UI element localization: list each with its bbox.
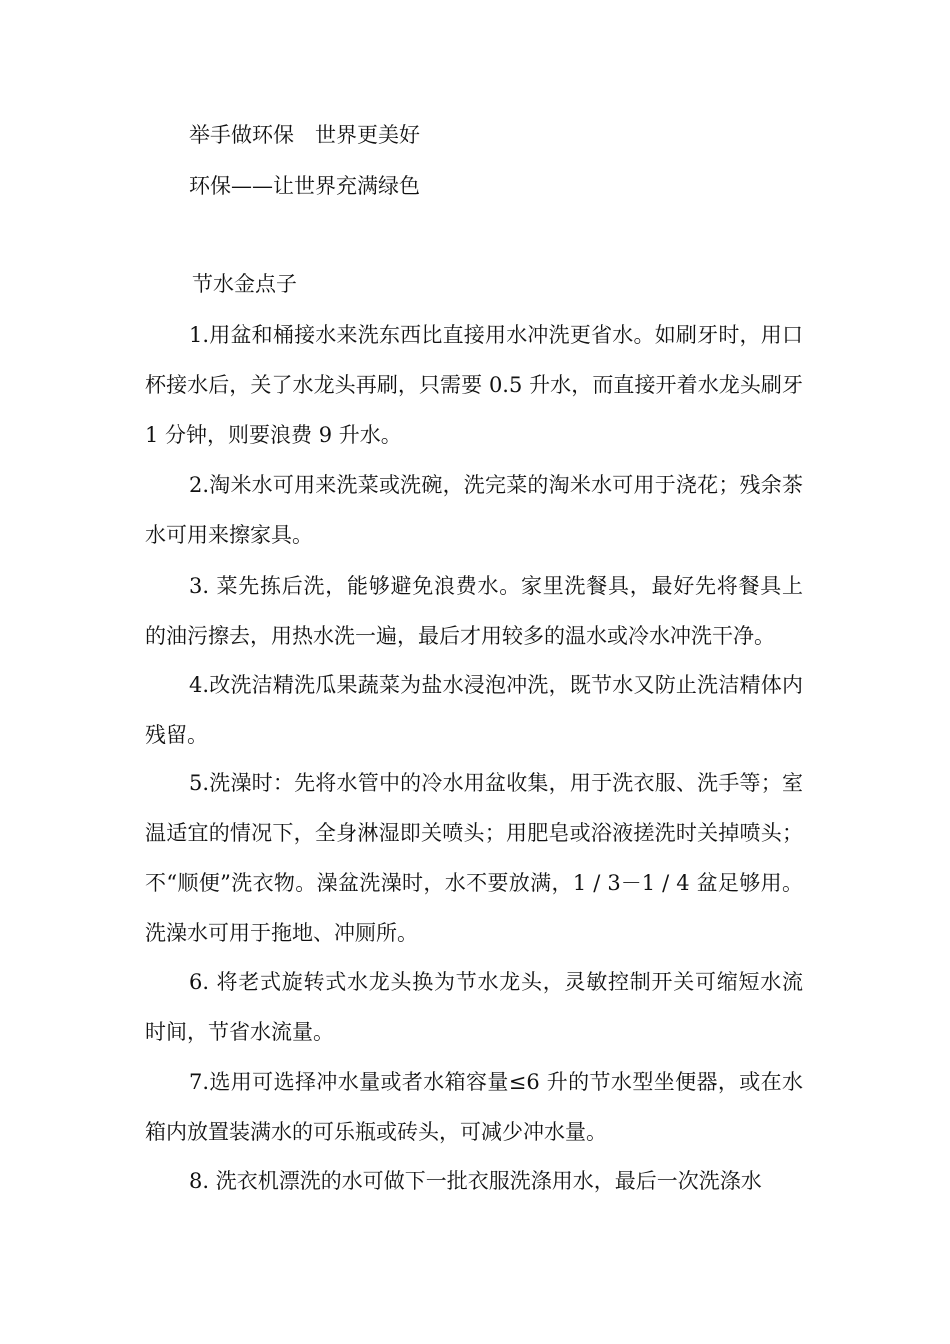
tip-paragraph-3: 3. 菜先拣后洗，能够避免浪费水。家里洗餐具，最好先将餐具上的油污擦去，用热水洗一遍，最后才用较多的温水或冷水冲洗干净。 xyxy=(145,574,803,648)
tip-paragraph-1: 1.用盆和桶接水来洗东西比直接用水冲洗更省水。如刷牙时，用口杯接水后，关了水龙头再刷，只需要 0.5 升水，而直接开着水龙头刷牙 1 分钟，则要浪费 9 升水。 xyxy=(145,323,803,447)
tip-paragraph-7: 7.选用可选择冲水量或者水箱容量≤6 升的节水型坐便器，或在水箱内放置装满水的可乐瓶或砖头，可减少冲水量。 xyxy=(145,1070,803,1144)
tip-paragraph-6: 6. 将老式旋转式水龙头换为节水龙头，灵敏控制开关可缩短水流时间，节省水流量。 xyxy=(145,970,803,1044)
slogan-line-2: 环保——让世界充满绿色 xyxy=(189,174,420,198)
tip-paragraph-8: 8. 洗衣机漂洗的水可做下一批衣服洗涤用水，最后一次洗涤水 xyxy=(189,1169,762,1193)
tip-paragraph-5: 5.洗澡时：先将水管中的冷水用盆收集，用于洗衣服、洗手等；室温适宜的情况下，全身淋湿即关喷头；用肥皂或浴液搓洗时关掉喷头；不“顺便”洗衣物。澡盆洗澡时，水不要放满，1 / 3－1 / 4 盆足够用。洗澡水可用于拖地、冲厕所。 xyxy=(145,771,803,945)
slogan-line-1: 举手做环保 世界更美好 xyxy=(189,123,420,147)
section-title: 节水金点子 xyxy=(192,272,297,296)
tip-paragraph-2: 2.淘米水可用来洗菜或洗碗，洗完菜的淘米水可用于浇花；残余茶水可用来擦家具。 xyxy=(145,473,803,547)
tip-paragraph-4: 4.改洗洁精洗瓜果蔬菜为盐水浸泡冲洗，既节水又防止洗洁精体内残留。 xyxy=(145,673,803,747)
